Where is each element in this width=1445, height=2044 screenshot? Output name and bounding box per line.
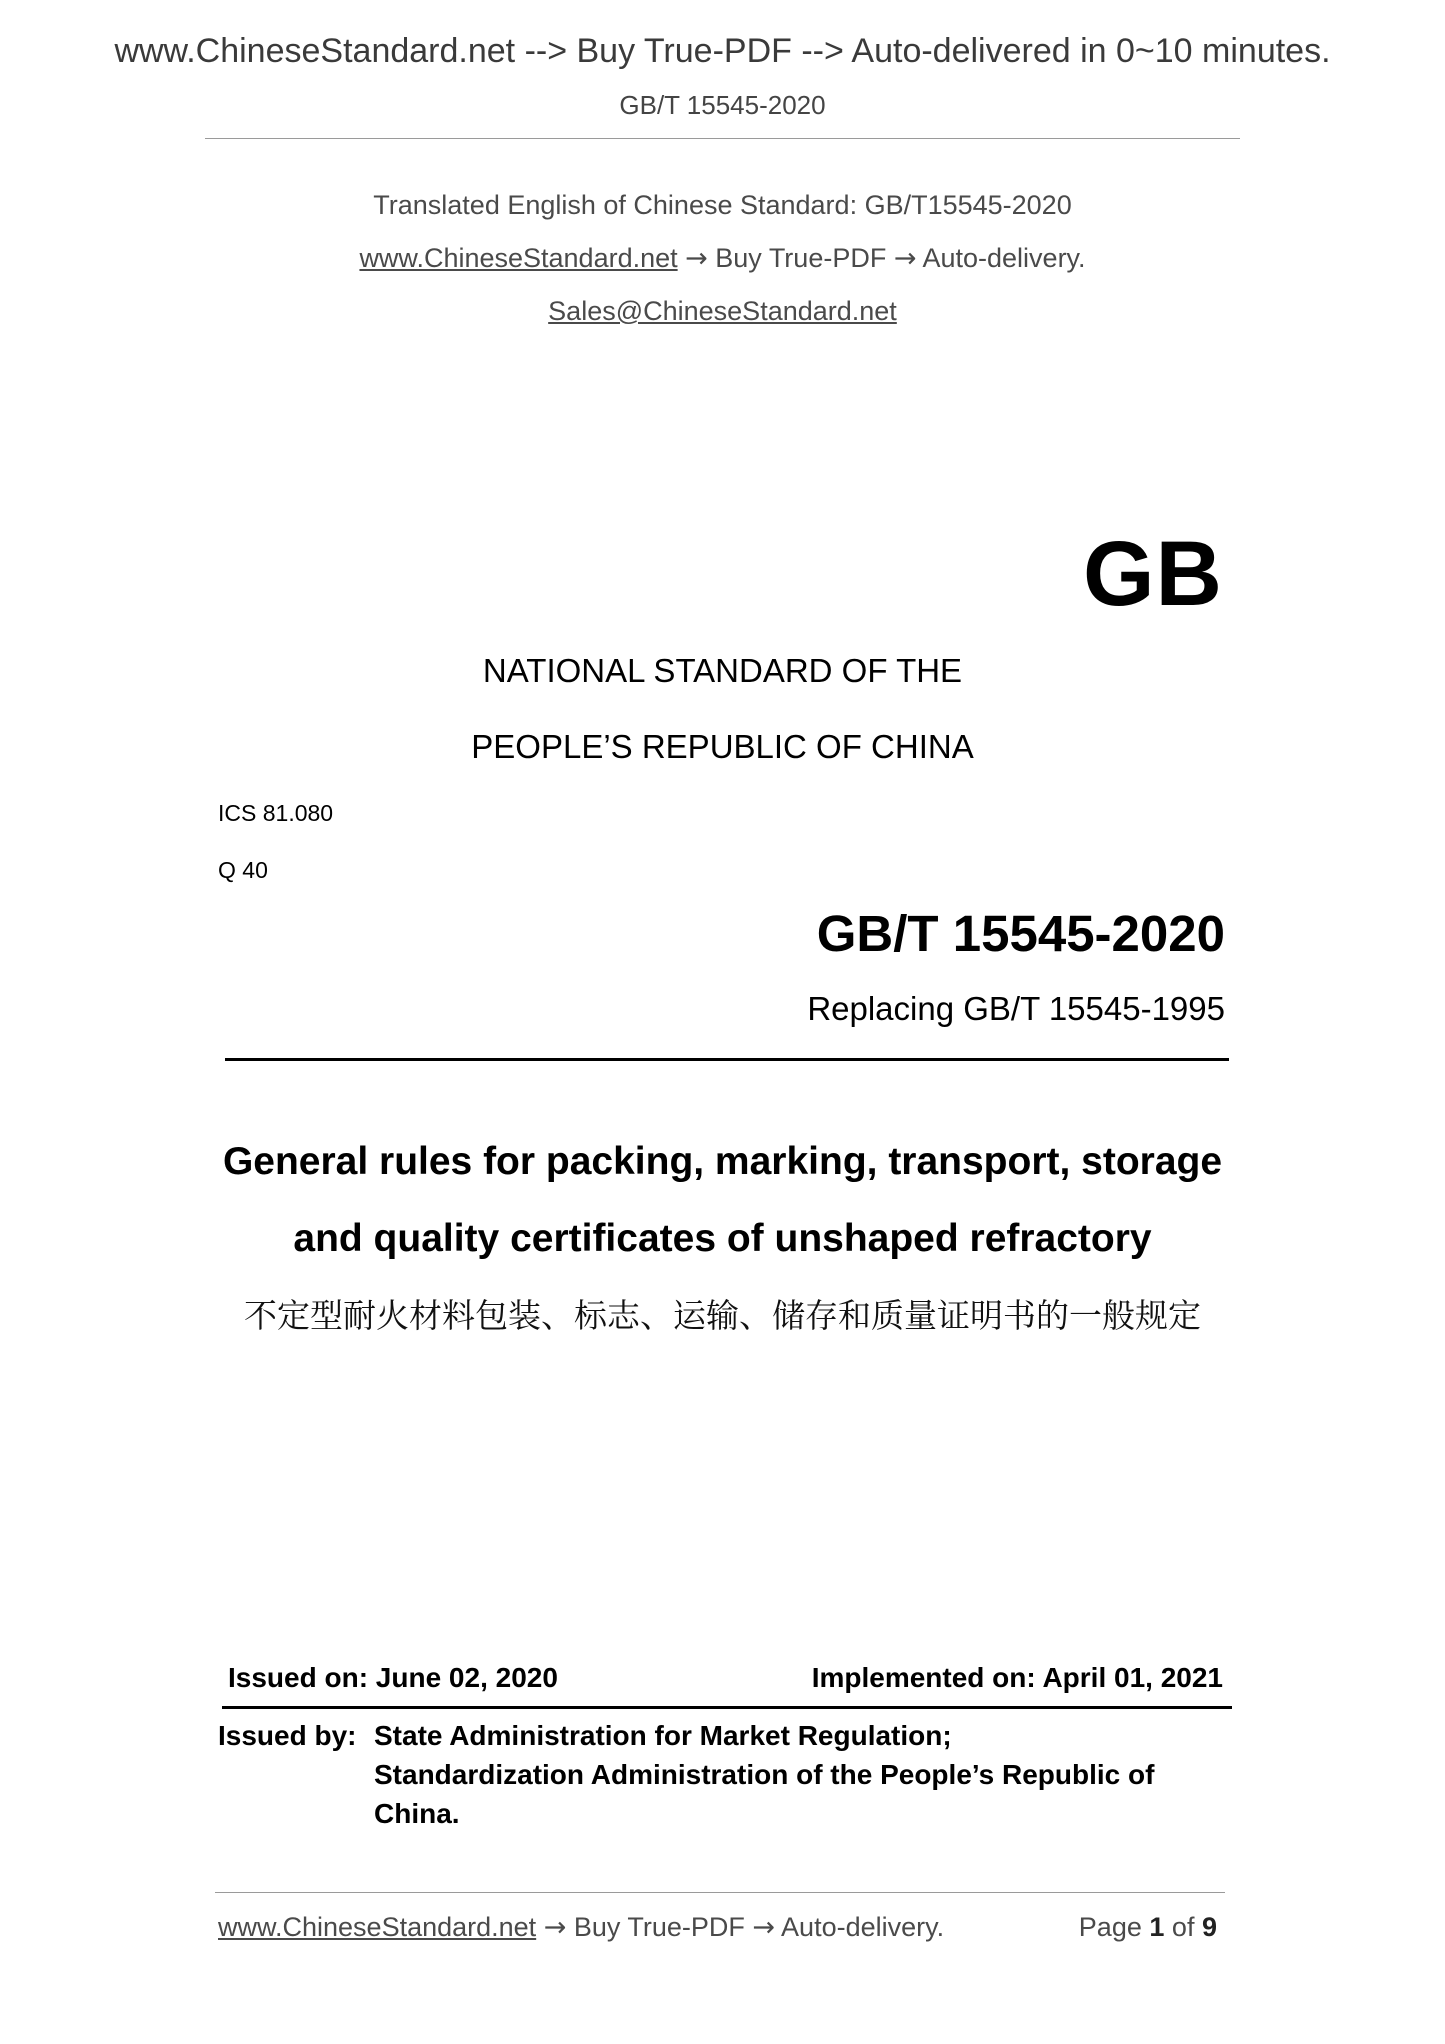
ccs-code: Q 40 bbox=[218, 857, 268, 883]
ics-code: ICS 81.080 bbox=[218, 800, 334, 826]
issued-by-line2: Standardization Administration of the People’s Republic of bbox=[374, 1759, 1155, 1790]
page-indicator bbox=[1079, 1912, 1217, 1943]
buy-pdf-text: Buy True-PDF bbox=[715, 243, 887, 273]
issued-by-label: Issued by: bbox=[218, 1720, 357, 1751]
title-en-line2: and quality certificates of unshaped refractory bbox=[293, 1217, 1152, 1260]
title-en-line1: General rules for packing, marking, transport, storage bbox=[222, 1140, 1223, 1183]
page-current: 1 bbox=[1149, 1912, 1165, 1942]
page-label: Page bbox=[1078, 1912, 1142, 1942]
title-cn: 不定型耐火材料包装、标志、运输、储存和质量证明书的一般规定 bbox=[244, 1296, 1201, 1335]
site-link[interactable]: www.ChineseStandard.net bbox=[359, 243, 678, 273]
arrow-right-icon: → bbox=[543, 1912, 567, 1943]
header-standard-code: GB/T 15545-2020 bbox=[619, 90, 826, 120]
arrow-right-icon: → bbox=[893, 243, 917, 274]
issued-on: Issued on: June 02, 2020 bbox=[228, 1662, 558, 1693]
issued-divider bbox=[222, 1706, 1232, 1709]
auto-delivery-text: Auto-delivery. bbox=[922, 243, 1086, 273]
footer-buy-pdf-text: Buy True-PDF bbox=[573, 1912, 745, 1942]
national-standard-line1: NATIONAL STANDARD OF THE bbox=[482, 652, 963, 689]
implemented-on: Implemented on: April 01, 2021 bbox=[811, 1662, 1223, 1693]
page-of: of bbox=[1171, 1912, 1195, 1942]
replacing-standard: Replacing GB/T 15545-1995 bbox=[807, 990, 1225, 1027]
footer-divider bbox=[215, 1892, 1225, 1893]
issued-by-line1: State Administration for Market Regulation; bbox=[374, 1720, 952, 1751]
email-line bbox=[0, 296, 1445, 327]
gb-logo: GB bbox=[1083, 523, 1223, 625]
page-total: 9 bbox=[1201, 1912, 1217, 1942]
arrow-right-icon: → bbox=[752, 1912, 776, 1943]
arrow-right-icon: → bbox=[685, 243, 708, 274]
translated-notice: Translated English of Chinese Standard: GB/T15545-2020 bbox=[373, 190, 1072, 220]
national-standard-line2: PEOPLE’S REPUBLIC OF CHINA bbox=[471, 728, 974, 765]
footer-buy-line bbox=[218, 1912, 944, 1943]
footer-site-link[interactable]: www.ChineseStandard.net bbox=[218, 1912, 537, 1942]
header-divider bbox=[205, 138, 1240, 139]
issued-by-line3: China. bbox=[374, 1798, 460, 1829]
buy-line bbox=[0, 243, 1445, 274]
standard-number: GB/T 15545-2020 bbox=[816, 905, 1225, 962]
title-divider bbox=[225, 1058, 1229, 1061]
sales-email-link[interactable]: Sales@ChineseStandard.net bbox=[548, 296, 897, 326]
footer-auto-delivery-text: Auto-delivery. bbox=[781, 1912, 945, 1942]
top-banner: www.ChineseStandard.net --> Buy True-PDF --> Auto-delivered in 0~10 minutes. bbox=[114, 32, 1331, 70]
